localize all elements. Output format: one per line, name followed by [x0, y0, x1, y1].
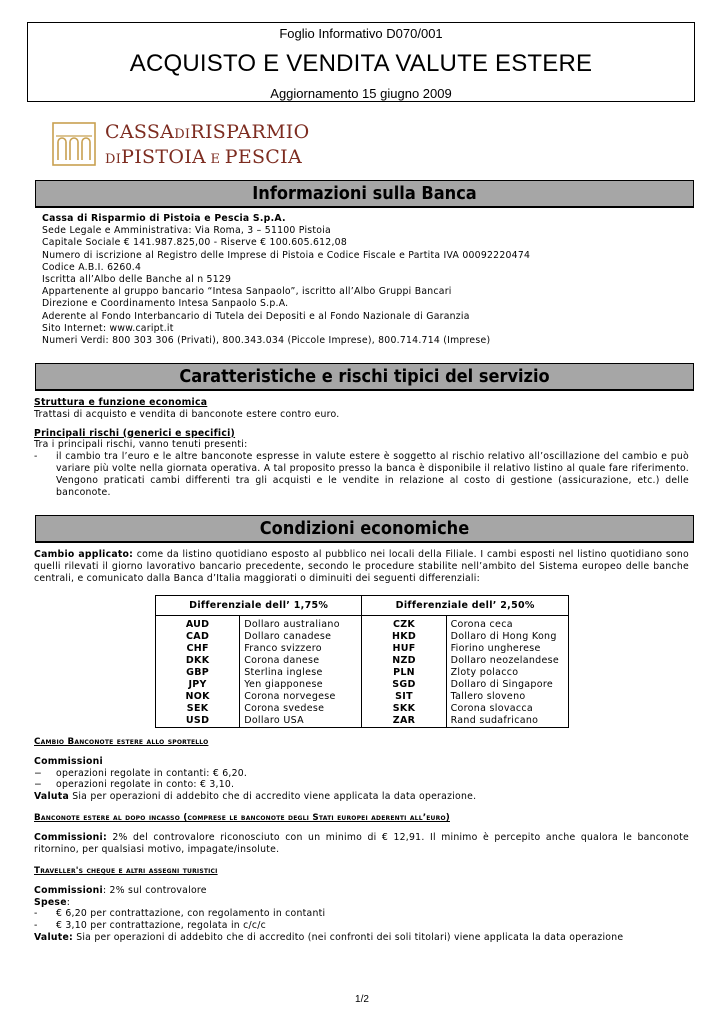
counter-exchange-section [34, 737, 689, 803]
bank-info-line: Aderente al Fondo Interbancario di Tutela dei Depositi e al Fondo Nazionale di Garanzia [42, 310, 470, 322]
sheet-code: Foglio Informativo D070/001 [279, 26, 443, 41]
update-date: Aggiornamento 15 giugno 2009 [270, 86, 452, 101]
counter-item: − operazioni regolate in contanti: € 6,20. [34, 767, 248, 779]
arches-logo-icon [52, 122, 96, 166]
bank-info [42, 213, 530, 347]
section-risks-title: Caratteristiche e rischi tipici del servizio [35, 363, 694, 391]
travellers-heading: Traveller's cheque e altri assegni turistici [34, 866, 218, 876]
counter-heading: Cambio Banconote estere allo sportello [34, 737, 209, 747]
table-row: CHF Franco svizzero HUF Fiorino ungherese [156, 642, 569, 654]
exchange-paragraph [34, 549, 689, 584]
structure-text: Trattasi di acquisto e vendita di banconote estere contro euro. [34, 408, 340, 420]
risks-content [34, 397, 689, 498]
table-row: NOK Corona norvegese SIT Tallero sloveno [156, 691, 569, 703]
table-row: SEK Corona svedese SKK Corona slovacca [156, 703, 569, 715]
table-row: GBP Sterlina inglese PLN Zloty polacco [156, 667, 569, 679]
table-row: DKK Corona danese NZD Dollaro neozelandese [156, 654, 569, 666]
counter-item: − operazioni regolate in conto: € 3,10. [34, 779, 235, 791]
logo-wordmark: CASSADIRISPARMIO DIPISTOIA E PESCIA [105, 121, 310, 168]
document-header [27, 22, 695, 102]
exchange-label: Cambio applicato: [34, 549, 134, 560]
risks-heading: Principali rischi (generici e specifici) [34, 427, 236, 439]
table-header: Differenziale dell’ 2,50% [362, 596, 569, 616]
table-row: USD Dollaro USA ZAR Rand sudafricano [156, 715, 569, 728]
bank-info-line: Direzione e Coordinamento Intesa Sanpaolo S.p.A. [42, 298, 289, 310]
bank-logo [52, 118, 310, 168]
travellers-commissions: Commissioni: 2% sul controvalore [34, 884, 207, 896]
section-conditions-title: Condizioni economiche [35, 515, 694, 543]
structure-heading: Struttura e funzione economica [34, 397, 208, 408]
page-number: 1/2 [355, 994, 369, 1005]
risk-item: - il cambio tra l’euro e le altre banconote espresse in valute estere è soggetto al rischio relativo all’oscillazione del cambio e può variare più volte nella giornata operativa. A tal proposito presso la banca è disponibile il relativo listino al quale fare riferimento. Vengono praticati cambi differenti tra gli acquisti e le vendite in relazione al costo di gestione (assicurazione, etc.) delle banconote. [34, 451, 689, 498]
exchange-text: come da listino quotidiano esposto al pubblico nei locali della Filiale. I cambi esposti nel listino quotidiano sono quelli rilevati il giorno lavorativo bancario precedente, secondo le procedure stabilite nell’ambito del Sistema europeo delle banche centrali, e comunicato dalla Banca d’Italia maggiorati o diminuiti dei seguenti differenziali: [34, 549, 689, 584]
travellers-section [34, 866, 689, 944]
travellers-spese: Spese: [34, 896, 71, 908]
table-header: Differenziale dell’ 1,75% [156, 596, 362, 616]
travellers-valute: Valute: Sia per operazioni di addebito che di accredito (nei confronti dei soli titolari) viene applicata la data operazione [34, 931, 624, 943]
page-title: ACQUISTO E VENDITA VALUTE ESTERE [129, 50, 593, 77]
bank-name: Cassa di Risparmio di Pistoia e Pescia S.p.A. [42, 213, 286, 224]
bank-info-line: Appartenente al gruppo bancario “Intesa Sanpaolo”, iscritto all’Albo Gruppi Bancari [42, 286, 452, 298]
collection-heading: Banconote estere al dopo incasso (comprese le banconote degli Stati europei aderenti all’euro) [34, 813, 450, 823]
risks-intro: Tra i principali rischi, vanno tenuti presenti: [34, 439, 248, 451]
bank-info-line: Iscritta all’Albo delle Banche al n 5129 [42, 274, 232, 286]
section-bank-title: Informazioni sulla Banca [35, 180, 694, 208]
travellers-item: - € 3,10 per contrattazione, regolata in c/c/c [34, 920, 266, 932]
table-row: AUD Dollaro australiano CZK Corona ceca [156, 616, 569, 631]
collection-commissions: Commissioni: 2% del controvalore riconosciuto con un minimo di € 12,91. Il minimo è percepito anche qualora le banconote ritornino, per qualsiasi motivo, impagate/insolute. [34, 831, 689, 855]
bank-info-line: Sito Internet: www.caript.it [42, 322, 174, 334]
counter-commissions-label: Commissioni [34, 755, 103, 767]
differential-table [155, 595, 569, 728]
travellers-item: - € 6,20 per contrattazione, con regolamento in contanti [34, 908, 326, 920]
collection-section [34, 813, 689, 855]
table-row: CAD Dollaro canadese HKD Dollaro di Hong Kong [156, 630, 569, 642]
bank-info-line: Numero di iscrizione al Registro delle Imprese di Pistoia e Codice Fiscale e Partita IVA 00092220474 [42, 249, 531, 261]
bank-info-line: Numeri Verdi: 800 303 306 (Privati), 800.343.034 (Piccole Imprese), 800.714.714 (Imprese) [42, 335, 491, 347]
bank-info-line: Sede Legale e Amministrativa: Via Roma, 3 – 51100 Pistoia [42, 225, 331, 237]
table-row: JPY Yen giapponese SGD Dollaro di Singapore [156, 679, 569, 691]
counter-valuta: Valuta Sia per operazioni di addebito che di accredito viene applicata la data operazione. [34, 791, 477, 803]
bank-info-line: Codice A.B.I. 6260.4 [42, 261, 142, 273]
bank-info-line: Capitale Sociale € 141.987.825,00 - Riserve € 100.605.612,08 [42, 237, 347, 249]
